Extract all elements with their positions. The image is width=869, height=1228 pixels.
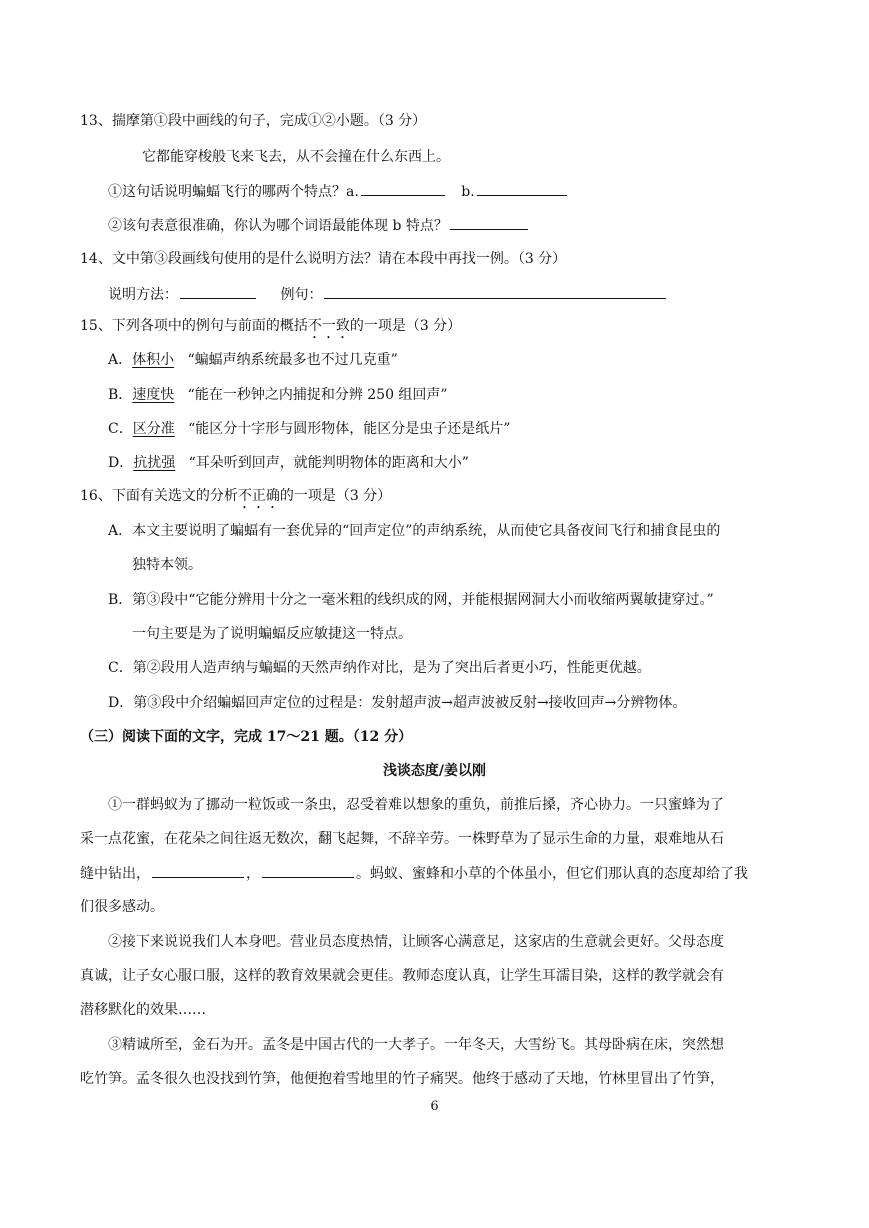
q16-option-a-line2: 独特本领。 bbox=[132, 557, 202, 573]
option-text: “能区分十字形与圆形物体，能区分是虫子还是纸片” bbox=[188, 421, 511, 437]
paragraph-1-text: 。蚂蚁、蜜蜂和小草的个体虽小，但它们那认真的态度却给了我 bbox=[356, 866, 748, 882]
q13-answer-b-blank[interactable] bbox=[477, 181, 567, 196]
option-term: 抗扰强 bbox=[133, 455, 176, 471]
q15-option-c[interactable] bbox=[108, 419, 510, 439]
paragraph-1-line4: 们很多感动。 bbox=[80, 899, 164, 915]
paragraph-1-line2: 采一点花蜜，在花朵之间往返无数次，翻飞起舞，不辞辛劳。一株野草为了显示生命的力量，艰难地从石 bbox=[80, 831, 724, 847]
q16-option-a-line1[interactable]: A．本文主要说明了蝙蝠有一套优异的“回声定位”的声纳系统，从而使它具备夜间飞行和捕食昆虫的 bbox=[108, 523, 721, 539]
article-title: 浅谈态度/姜以刚 bbox=[382, 763, 487, 779]
option-term: 区分准 bbox=[132, 421, 175, 437]
q15-stem-emphasis: 不一致 bbox=[307, 318, 350, 334]
comma: ， bbox=[246, 866, 260, 882]
option-text: “能在一秒钟之内捕捉和分辨 250 组回声” bbox=[187, 387, 448, 403]
q14-answer-line bbox=[108, 284, 668, 305]
q13-sub1-text: ①这句话说明蝙蝠飞行的哪两个特点？a. bbox=[108, 184, 359, 200]
q14-example-label: 例句： bbox=[280, 287, 323, 303]
q13-sub2 bbox=[108, 215, 530, 236]
paragraph-2-line3: 潜移默化的效果…… bbox=[80, 1002, 206, 1018]
option-letter: C． bbox=[108, 421, 133, 437]
q13-stem: 13、揣摩第①段中画线的句子，完成①②小题。（3 分） bbox=[80, 113, 427, 129]
q16-stem-post: 的一项是（3 分） bbox=[279, 488, 392, 504]
q13-sub2-text: ②该句表意很准确，你认为哪个词语最能体现 b 特点？ bbox=[108, 218, 448, 234]
paragraph-3-line1: ③精诚所至，金石为开。孟冬是中国古代的一大孝子。一年冬天，大雪纷飞。其母卧病在床，突然想 bbox=[108, 1037, 724, 1053]
fill-blank-1[interactable] bbox=[152, 863, 244, 878]
q16-stem bbox=[80, 486, 391, 512]
q15-stem-post: 的一项是（3 分） bbox=[349, 318, 462, 334]
option-term: 体积小 bbox=[132, 352, 175, 368]
q16-option-b-line2: 一句主要是为了说明蝙蝠反应敏捷这一特点。 bbox=[132, 626, 412, 642]
page-number: 6 bbox=[430, 1099, 439, 1114]
paragraph-3-line2: 吃竹笋。孟冬很久也没找到竹笋，他便抱着雪地里的竹子痛哭。他终于感动了天地，竹林里冒出了竹笋， bbox=[80, 1071, 724, 1087]
q13-sub1-b-label: b. bbox=[461, 184, 475, 200]
option-text: “蝙蝠声纳系统最多也不过几克重” bbox=[187, 352, 398, 368]
option-letter: A． bbox=[108, 352, 133, 368]
option-letter: B． bbox=[108, 387, 133, 403]
fill-blank-2[interactable] bbox=[262, 863, 354, 878]
q14-stem: 14、文中第③段画线句使用的是什么说明方法？请在本段中再找一例。（3 分） bbox=[80, 251, 567, 267]
q16-option-c[interactable]: C．第②段用人造声纳与蝙蝠的天然声纳作对比，是为了突出后者更小巧，性能更优越。 bbox=[108, 660, 651, 676]
q15-stem bbox=[80, 316, 461, 342]
q14-method-label: 说明方法： bbox=[108, 287, 178, 303]
q16-stem-emphasis: 不正确 bbox=[237, 488, 280, 504]
q13-quote: 它都能穿梭般飞来飞去，从不会撞在什么东西上。 bbox=[142, 149, 450, 165]
q13-answer-word-blank[interactable] bbox=[450, 215, 528, 230]
q14-method-blank[interactable] bbox=[180, 284, 256, 299]
section3-heading: （三）阅读下面的文字，完成 17～21 题。（12 分） bbox=[80, 729, 413, 745]
q13-answer-a-blank[interactable] bbox=[361, 181, 445, 196]
paragraph-1-text: 缝中钻出， bbox=[80, 866, 150, 882]
q13-sub1 bbox=[108, 181, 569, 202]
q15-option-d[interactable] bbox=[108, 453, 469, 473]
paragraph-2-line2: 真诚，让子女心服口服，这样的教育效果就会更佳。教师态度认真，让学生耳濡目染，这样的教学就会有 bbox=[80, 968, 724, 984]
q14-example-blank[interactable] bbox=[324, 284, 666, 299]
q15-stem-pre: 15、下列各项中的例句与前面的概括 bbox=[80, 318, 308, 334]
option-letter: D． bbox=[108, 455, 134, 471]
q16-option-b-line1[interactable]: B．第③段中“它能分辨用十分之一毫米粗的线织成的网，并能根据网洞大小而收缩两翼敏捷穿过。” bbox=[108, 592, 714, 608]
q15-option-a[interactable] bbox=[108, 350, 398, 370]
option-text: “耳朵听到回声，就能判明物体的距离和大小” bbox=[188, 455, 469, 471]
paragraph-1-line3 bbox=[80, 863, 748, 884]
q16-option-d[interactable]: D．第③段中介绍蝙蝠回声定位的过程是：发射超声波→超声波被反射→接收回声→分辨物体。 bbox=[108, 695, 687, 711]
paragraph-2-line1: ②接下来说说我们人本身吧。营业员态度热情，让顾客心满意足，这家店的生意就会更好。父母态度 bbox=[108, 934, 724, 950]
paragraph-1-line1: ①一群蚂蚁为了挪动一粒饭或一条虫，忍受着难以想象的重负，前推后搡，齐心协力。一只蜜蜂为了 bbox=[108, 797, 724, 813]
q16-stem-pre: 16、下面有关选文的分析 bbox=[80, 488, 238, 504]
q15-option-b[interactable] bbox=[108, 385, 448, 405]
option-term: 速度快 bbox=[132, 387, 175, 403]
